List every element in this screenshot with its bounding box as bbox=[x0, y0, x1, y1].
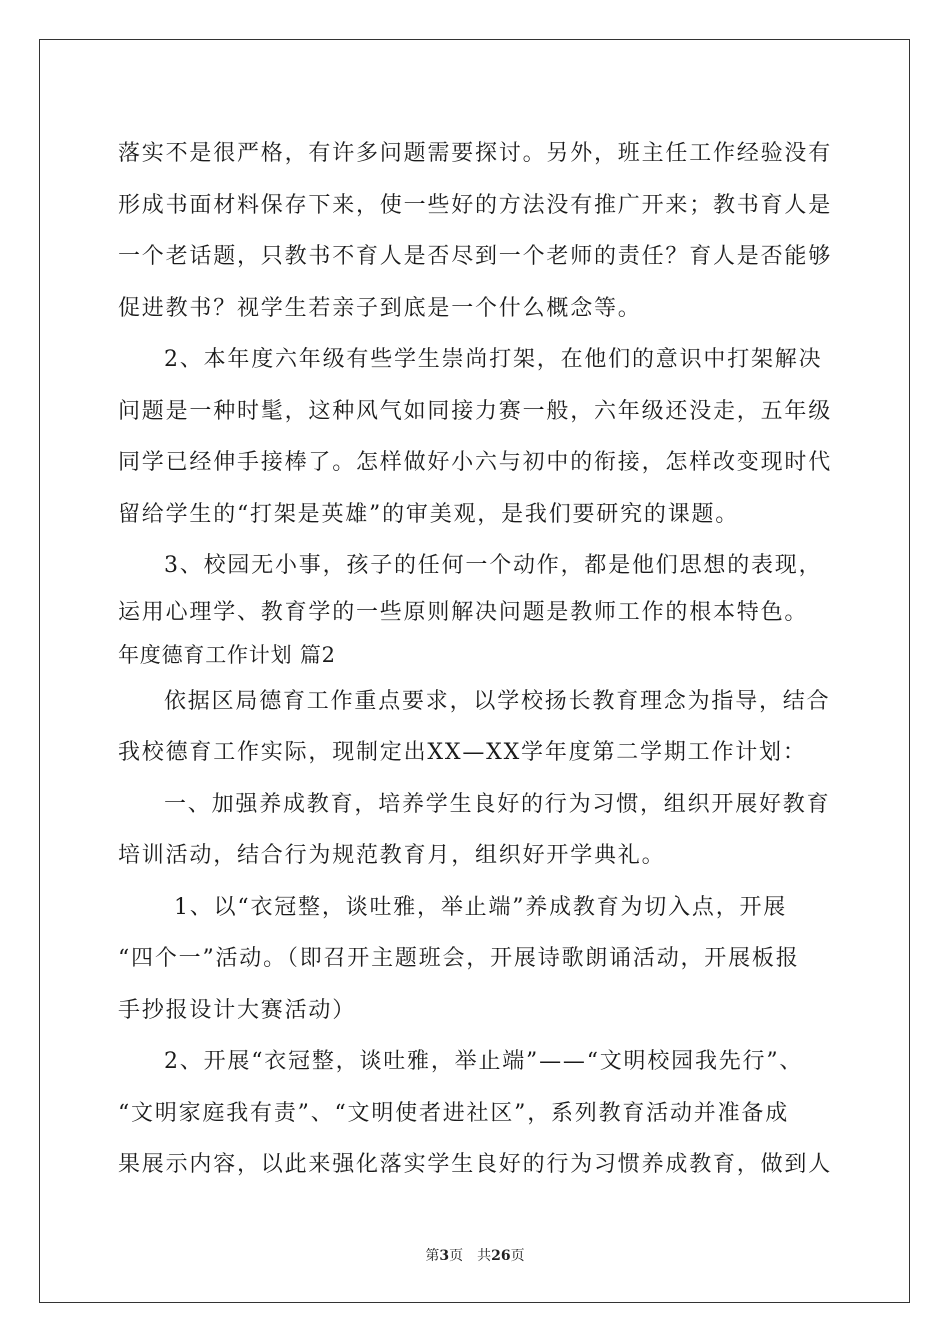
text-line: 落实不是很严格，有许多问题需要探讨。另外，班主任工作经验没有 bbox=[118, 141, 833, 166]
text-line: 促进教书？视学生若亲子到底是一个什么概念等。 bbox=[118, 295, 642, 321]
paragraph-start: 2、本年度六年级有些学生崇尚打架，在他们的意识中打架解决 bbox=[164, 347, 823, 372]
text-line: 培训活动，结合行为规范教育月，组织好开学典礼。 bbox=[118, 843, 666, 868]
section-heading: 年度德育工作计划 篇2 bbox=[118, 642, 336, 667]
text-line: 留给学生的“打架是英雄”的审美观，是我们要研究的课题。 bbox=[118, 501, 740, 527]
document-body bbox=[118, 128, 834, 1191]
text-line: “四个一”活动。（即召开主题班会，开展诗歌朗诵活动，开展板报 bbox=[118, 946, 800, 971]
text-line: 运用心理学、教育学的一些原则解决问题是教师工作的根本特色。 bbox=[118, 599, 809, 625]
total-suffix: 页 bbox=[510, 1248, 525, 1264]
page-number: 3 bbox=[439, 1248, 450, 1264]
text-line: 形成书面材料保存下来，使一些好的方法没有推广开来；教书育人是 bbox=[118, 192, 833, 218]
total-pages: 26 bbox=[491, 1248, 511, 1264]
paragraph-start: 依据区局德育工作重点要求，以学校扬长教育理念为指导，结合 bbox=[164, 688, 831, 714]
paragraph-start: 一、加强养成教育，培养学生良好的行为习惯，组织开展好教育 bbox=[164, 791, 831, 817]
paragraph-start: 3、校园无小事，孩子的任何一个动作，都是他们思想的表现， bbox=[164, 553, 823, 578]
page-prefix: 第 bbox=[425, 1248, 440, 1264]
page-suffix: 页 bbox=[449, 1248, 464, 1264]
text-line: 问题是一种时髦，这种风气如同接力赛一般，六年级还没走，五年级 bbox=[118, 398, 833, 424]
total-prefix: 共 bbox=[477, 1248, 492, 1264]
page-footer bbox=[0, 1245, 950, 1265]
text-line: 手抄报设计大赛活动） bbox=[118, 997, 357, 1023]
text-line: 我校德育工作实际，现制定出XX—XX学年度第二学期工作计划： bbox=[118, 740, 807, 765]
paragraph-start: 2、开展“衣冠整，谈吐雅，举止端”——“文明校园我先行”、 bbox=[164, 1049, 804, 1074]
text-line: “文明家庭我有责”、“文明使者进社区”，系列教育活动并准备成 bbox=[118, 1100, 789, 1126]
text-line: 同学已经伸手接棒了。怎样做好小六与初中的衔接，怎样改变现时代 bbox=[118, 450, 833, 475]
paragraph-start: 1、以“衣冠整，谈吐雅，举止端”养成教育为切入点，开展 bbox=[174, 894, 788, 920]
text-line: 一个老话题，只教书不育人是否尽到一个老师的责任？育人是否能够 bbox=[118, 244, 833, 269]
text-line: 果展示内容，以此来强化落实学生良好的行为习惯养成教育，做到人 bbox=[118, 1152, 833, 1177]
